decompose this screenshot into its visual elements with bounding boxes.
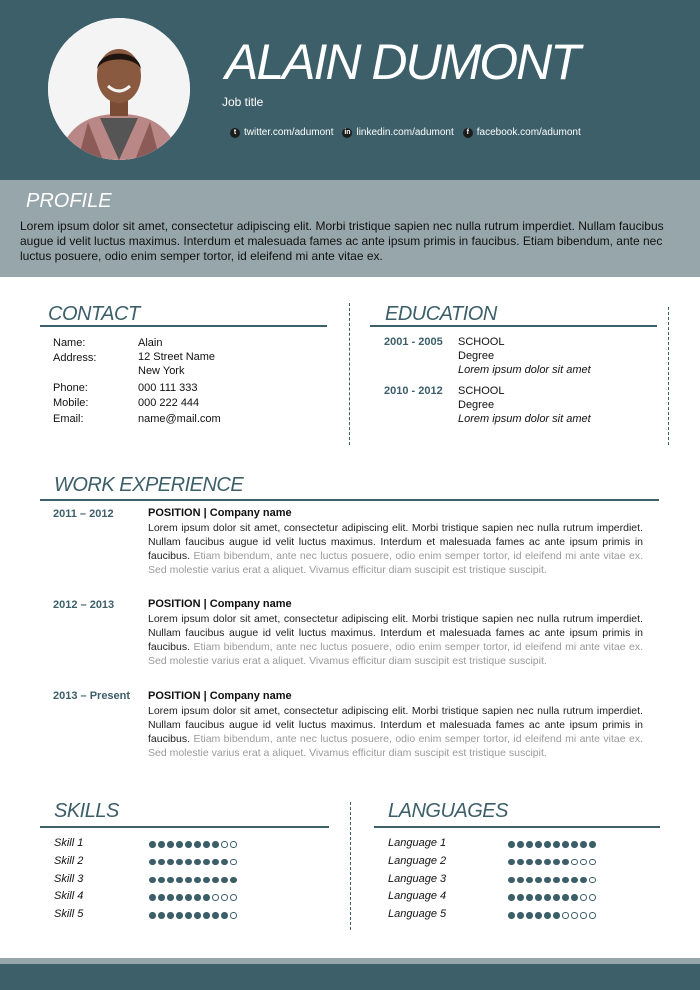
rating-dot-filled bbox=[203, 859, 210, 866]
job-years: 2011 – 2012 bbox=[53, 508, 114, 520]
rating-dot-filled bbox=[149, 841, 156, 848]
education-school: SCHOOL bbox=[458, 336, 505, 348]
skill-name: Skill 4 bbox=[54, 890, 84, 903]
contact-label-email: Email: bbox=[53, 413, 84, 425]
skill-name: Skill 2 bbox=[54, 854, 84, 867]
education-years: 2010 - 2012 bbox=[384, 385, 443, 397]
rating-dot-filled bbox=[571, 841, 578, 848]
rating-dot-empty bbox=[589, 877, 596, 884]
language-name: Language 5 bbox=[388, 908, 447, 921]
education-description: Lorem ipsum dolor sit amet bbox=[458, 413, 591, 425]
contact-label-name: Name: bbox=[53, 337, 86, 349]
rating-dot-filled bbox=[544, 859, 551, 866]
language-rating bbox=[508, 877, 596, 884]
rating-dot-empty bbox=[589, 894, 596, 901]
rating-dot-filled bbox=[517, 877, 524, 884]
rating-dot-filled bbox=[562, 841, 569, 848]
rating-dot-filled bbox=[185, 859, 192, 866]
rating-dot-filled bbox=[553, 859, 560, 866]
rating-dot-filled bbox=[203, 877, 210, 884]
language-name: Language 3 bbox=[388, 872, 447, 885]
rating-dot-filled bbox=[544, 912, 551, 919]
social-link-facebook[interactable] bbox=[463, 127, 581, 138]
rating-dot-empty bbox=[230, 894, 237, 901]
rating-dot-filled bbox=[517, 912, 524, 919]
twitter-link-text[interactable]: twitter.com/adumont bbox=[244, 127, 334, 138]
linkedin-icon: in bbox=[344, 128, 351, 136]
rating-dot-empty bbox=[571, 912, 578, 919]
language-rating bbox=[508, 859, 596, 866]
job-description bbox=[148, 704, 643, 760]
rating-dot-filled bbox=[517, 894, 524, 901]
rating-dot-filled bbox=[589, 841, 596, 848]
person-avatar-icon bbox=[48, 18, 190, 160]
twitter-icon: t bbox=[230, 128, 240, 138]
languages-title: LANGUAGES bbox=[388, 800, 508, 822]
rating-dot-filled bbox=[553, 877, 560, 884]
skills-languages-divider bbox=[350, 802, 351, 930]
rating-dot-filled bbox=[535, 859, 542, 866]
rating-dot-empty bbox=[221, 894, 228, 901]
language-rating bbox=[508, 841, 596, 848]
rating-dot-filled bbox=[149, 912, 156, 919]
rating-dot-filled bbox=[517, 859, 524, 866]
rating-dot-filled bbox=[535, 894, 542, 901]
rating-dot-filled bbox=[212, 912, 219, 919]
education-description: Lorem ipsum dolor sit amet bbox=[458, 364, 591, 376]
skill-name: Skill 5 bbox=[54, 908, 84, 921]
skills-title: SKILLS bbox=[54, 800, 119, 822]
rating-dot-filled bbox=[149, 894, 156, 901]
rating-dot-filled bbox=[508, 894, 515, 901]
work-experience-title: WORK EXPERIENCE bbox=[54, 474, 244, 496]
rating-dot-empty bbox=[589, 912, 596, 919]
rating-dot-filled bbox=[167, 841, 174, 848]
language-name: Language 2 bbox=[388, 854, 447, 867]
rating-dot-empty bbox=[580, 894, 587, 901]
rating-dot-filled bbox=[562, 894, 569, 901]
skill-rating bbox=[149, 877, 237, 884]
rating-dot-filled bbox=[158, 841, 165, 848]
work-experience-rule bbox=[40, 499, 659, 501]
rating-dot-filled bbox=[194, 877, 201, 884]
rating-dot-filled bbox=[580, 877, 587, 884]
job-position: POSITION | Company name bbox=[148, 598, 292, 610]
skills-rule bbox=[40, 826, 329, 828]
rating-dot-filled bbox=[544, 894, 551, 901]
rating-dot-empty bbox=[580, 912, 587, 919]
education-degree: Degree bbox=[458, 350, 495, 362]
job-years: 2012 – 2013 bbox=[53, 599, 115, 611]
language-name: Language 1 bbox=[388, 837, 447, 849]
job-description-main: Lorem ipsum dolor sit amet, consectetur adipiscing elit. Morbi tristique sapien nec nulla rutrum imperdiet. Nullam faucibus augue id velit luctus maximus. Interdum et malesuada fames ac ante ipsum primis in faucibus. bbox=[148, 522, 643, 562]
rating-dot-filled bbox=[194, 894, 201, 901]
rating-dot-filled bbox=[508, 841, 515, 848]
rating-dot-filled bbox=[203, 841, 210, 848]
rating-dot-filled bbox=[194, 912, 201, 919]
rating-dot-filled bbox=[203, 912, 210, 919]
rating-dot-filled bbox=[203, 894, 210, 901]
job-description bbox=[148, 612, 643, 668]
rating-dot-filled bbox=[212, 877, 219, 884]
rating-dot-filled bbox=[553, 912, 560, 919]
contact-title: CONTACT bbox=[48, 303, 140, 325]
job-description-main: Lorem ipsum dolor sit amet, consectetur adipiscing elit. Morbi tristique sapien nec nulla rutrum imperdiet. Nullam faucibus augue id velit luctus maximus. Interdum et malesuada fames ac ante ipsum primis in faucibus. bbox=[148, 705, 643, 745]
job-position: POSITION | Company name bbox=[148, 507, 292, 519]
languages-rule bbox=[374, 826, 660, 828]
rating-dot-filled bbox=[212, 859, 219, 866]
rating-dot-filled bbox=[185, 877, 192, 884]
education-right-divider bbox=[668, 307, 669, 445]
rating-dot-filled bbox=[544, 877, 551, 884]
language-rating bbox=[508, 912, 596, 919]
rating-dot-filled bbox=[544, 841, 551, 848]
language-rating bbox=[508, 894, 596, 901]
rating-dot-empty bbox=[562, 912, 569, 919]
rating-dot-filled bbox=[535, 877, 542, 884]
contact-value-email[interactable]: name@mail.com bbox=[138, 413, 221, 425]
job-description-main: Lorem ipsum dolor sit amet, consectetur adipiscing elit. Morbi tristique sapien nec nulla rutrum imperdiet. Nullam faucibus augue id velit luctus maximus. Interdum et malesuada fames ac ante ipsum primis in faucibus. bbox=[148, 613, 643, 653]
skill-rating bbox=[149, 859, 237, 866]
contact-rule bbox=[40, 325, 327, 327]
rating-dot-filled bbox=[185, 912, 192, 919]
rating-dot-filled bbox=[526, 877, 533, 884]
skill-rating bbox=[149, 841, 237, 848]
column-divider bbox=[349, 303, 350, 445]
rating-dot-filled bbox=[517, 841, 524, 848]
rating-dot-filled bbox=[176, 841, 183, 848]
rating-dot-filled bbox=[526, 859, 533, 866]
rating-dot-filled bbox=[553, 894, 560, 901]
education-years: 2001 - 2005 bbox=[384, 336, 443, 348]
job-description bbox=[148, 521, 643, 577]
contact-value-address: 12 Street Name bbox=[138, 351, 216, 363]
rating-dot-filled bbox=[167, 877, 174, 884]
skill-rating bbox=[149, 912, 237, 919]
rating-dot-filled bbox=[167, 859, 174, 866]
rating-dot-filled bbox=[167, 894, 174, 901]
contact-label-phone: Phone: bbox=[53, 382, 88, 394]
education-rule bbox=[370, 325, 657, 327]
rating-dot-empty bbox=[230, 859, 237, 866]
rating-dot-empty bbox=[589, 859, 596, 866]
rating-dot-filled bbox=[580, 841, 587, 848]
linkedin-link-text[interactable]: linkedin.com/adumont bbox=[356, 127, 454, 138]
rating-dot-filled bbox=[508, 859, 515, 866]
candidate-name: ALAIN DUMONT bbox=[225, 34, 579, 90]
education-degree: Degree bbox=[458, 399, 495, 411]
job-description-extra: Etiam bibendum, ante nec luctus posuere, odio enim semper tortor, id eleifend mi ante vitae ex. Sed molestie varius erat a aliquet. Vivamus efficitur diam suscipit est tristique suscipit. bbox=[148, 550, 643, 576]
rating-dot-filled bbox=[221, 912, 228, 919]
rating-dot-filled bbox=[221, 877, 228, 884]
facebook-icon: f bbox=[463, 128, 473, 138]
job-title: Job title bbox=[222, 95, 264, 109]
rating-dot-filled bbox=[158, 912, 165, 919]
education-school: SCHOOL bbox=[458, 385, 505, 397]
contact-value-mobile: 000 222 444 bbox=[138, 397, 200, 409]
rating-dot-filled bbox=[149, 877, 156, 884]
rating-dot-filled bbox=[158, 877, 165, 884]
rating-dot-empty bbox=[230, 841, 237, 848]
profile-title: PROFILE bbox=[26, 190, 112, 212]
rating-dot-filled bbox=[194, 859, 201, 866]
rating-dot-empty bbox=[212, 894, 219, 901]
social-link-twitter[interactable] bbox=[230, 127, 333, 138]
rating-dot-filled bbox=[185, 841, 192, 848]
contact-value-address-line2: New York bbox=[138, 365, 185, 377]
rating-dot-filled bbox=[526, 894, 533, 901]
profile-text: Lorem ipsum dolor sit amet, consectetur adipiscing elit. Morbi tristique sapien nec nulla rutrum imperdiet. Nullam faucibus augue id velit luctus maximus. Interdum et malesuada fames ac ante ipsum primis in faucibus. Etiam bibendum, ante nec luctus posuere, odio enim semper tortor, id eleifend mi ante vitae ex. bbox=[20, 219, 664, 263]
contact-label-mobile: Mobile: bbox=[53, 397, 89, 409]
rating-dot-filled bbox=[562, 859, 569, 866]
job-description-extra: Etiam bibendum, ante nec luctus posuere, odio enim semper tortor, id eleifend mi ante vitae ex. Sed molestie varius erat a aliquet. Vivamus efficitur diam suscipit est tristique suscipit. bbox=[148, 733, 643, 759]
contact-value-name: Alain bbox=[138, 337, 163, 349]
rating-dot-filled bbox=[535, 912, 542, 919]
rating-dot-filled bbox=[571, 894, 578, 901]
job-position: POSITION | Company name bbox=[148, 690, 292, 702]
rating-dot-filled bbox=[149, 859, 156, 866]
language-name: Language 4 bbox=[388, 890, 447, 903]
job-years: 2013 – Present bbox=[53, 690, 131, 702]
contact-label-address: Address: bbox=[53, 352, 97, 364]
rating-dot-empty bbox=[230, 912, 237, 919]
rating-dot-filled bbox=[553, 841, 560, 848]
skill-name: Skill 3 bbox=[54, 872, 84, 885]
rating-dot-empty bbox=[571, 859, 578, 866]
rating-dot-filled bbox=[535, 841, 542, 848]
rating-dot-filled bbox=[221, 859, 228, 866]
rating-dot-filled bbox=[562, 877, 569, 884]
rating-dot-filled bbox=[158, 859, 165, 866]
rating-dot-filled bbox=[176, 877, 183, 884]
rating-dot-filled bbox=[526, 912, 533, 919]
rating-dot-filled bbox=[526, 841, 533, 848]
social-link-linkedin[interactable] bbox=[342, 127, 453, 138]
rating-dot-filled bbox=[230, 877, 237, 884]
skill-name: Skill 1 bbox=[54, 837, 84, 849]
rating-dot-filled bbox=[176, 859, 183, 866]
rating-dot-filled bbox=[176, 912, 183, 919]
rating-dot-filled bbox=[508, 912, 515, 919]
rating-dot-filled bbox=[571, 877, 578, 884]
rating-dot-empty bbox=[580, 859, 587, 866]
rating-dot-filled bbox=[176, 894, 183, 901]
profile-photo bbox=[48, 18, 190, 160]
footer-band bbox=[0, 964, 700, 990]
social-links bbox=[230, 127, 581, 138]
contact-value-phone: 000 111 333 bbox=[138, 382, 198, 394]
rating-dot-filled bbox=[185, 894, 192, 901]
job-description-extra: Etiam bibendum, ante nec luctus posuere, odio enim semper tortor, id eleifend mi ante vitae ex. Sed molestie varius erat a aliquet. Vivamus efficitur diam suscipit est tristique suscipit. bbox=[148, 641, 643, 667]
rating-dot-filled bbox=[194, 841, 201, 848]
facebook-link-text[interactable]: facebook.com/adumont bbox=[476, 127, 581, 138]
rating-dot-filled bbox=[212, 841, 219, 848]
rating-dot-empty bbox=[221, 841, 228, 848]
rating-dot-filled bbox=[167, 912, 174, 919]
skill-rating bbox=[149, 894, 237, 901]
rating-dot-filled bbox=[508, 877, 515, 884]
rating-dot-filled bbox=[158, 894, 165, 901]
education-title: EDUCATION bbox=[385, 303, 497, 325]
